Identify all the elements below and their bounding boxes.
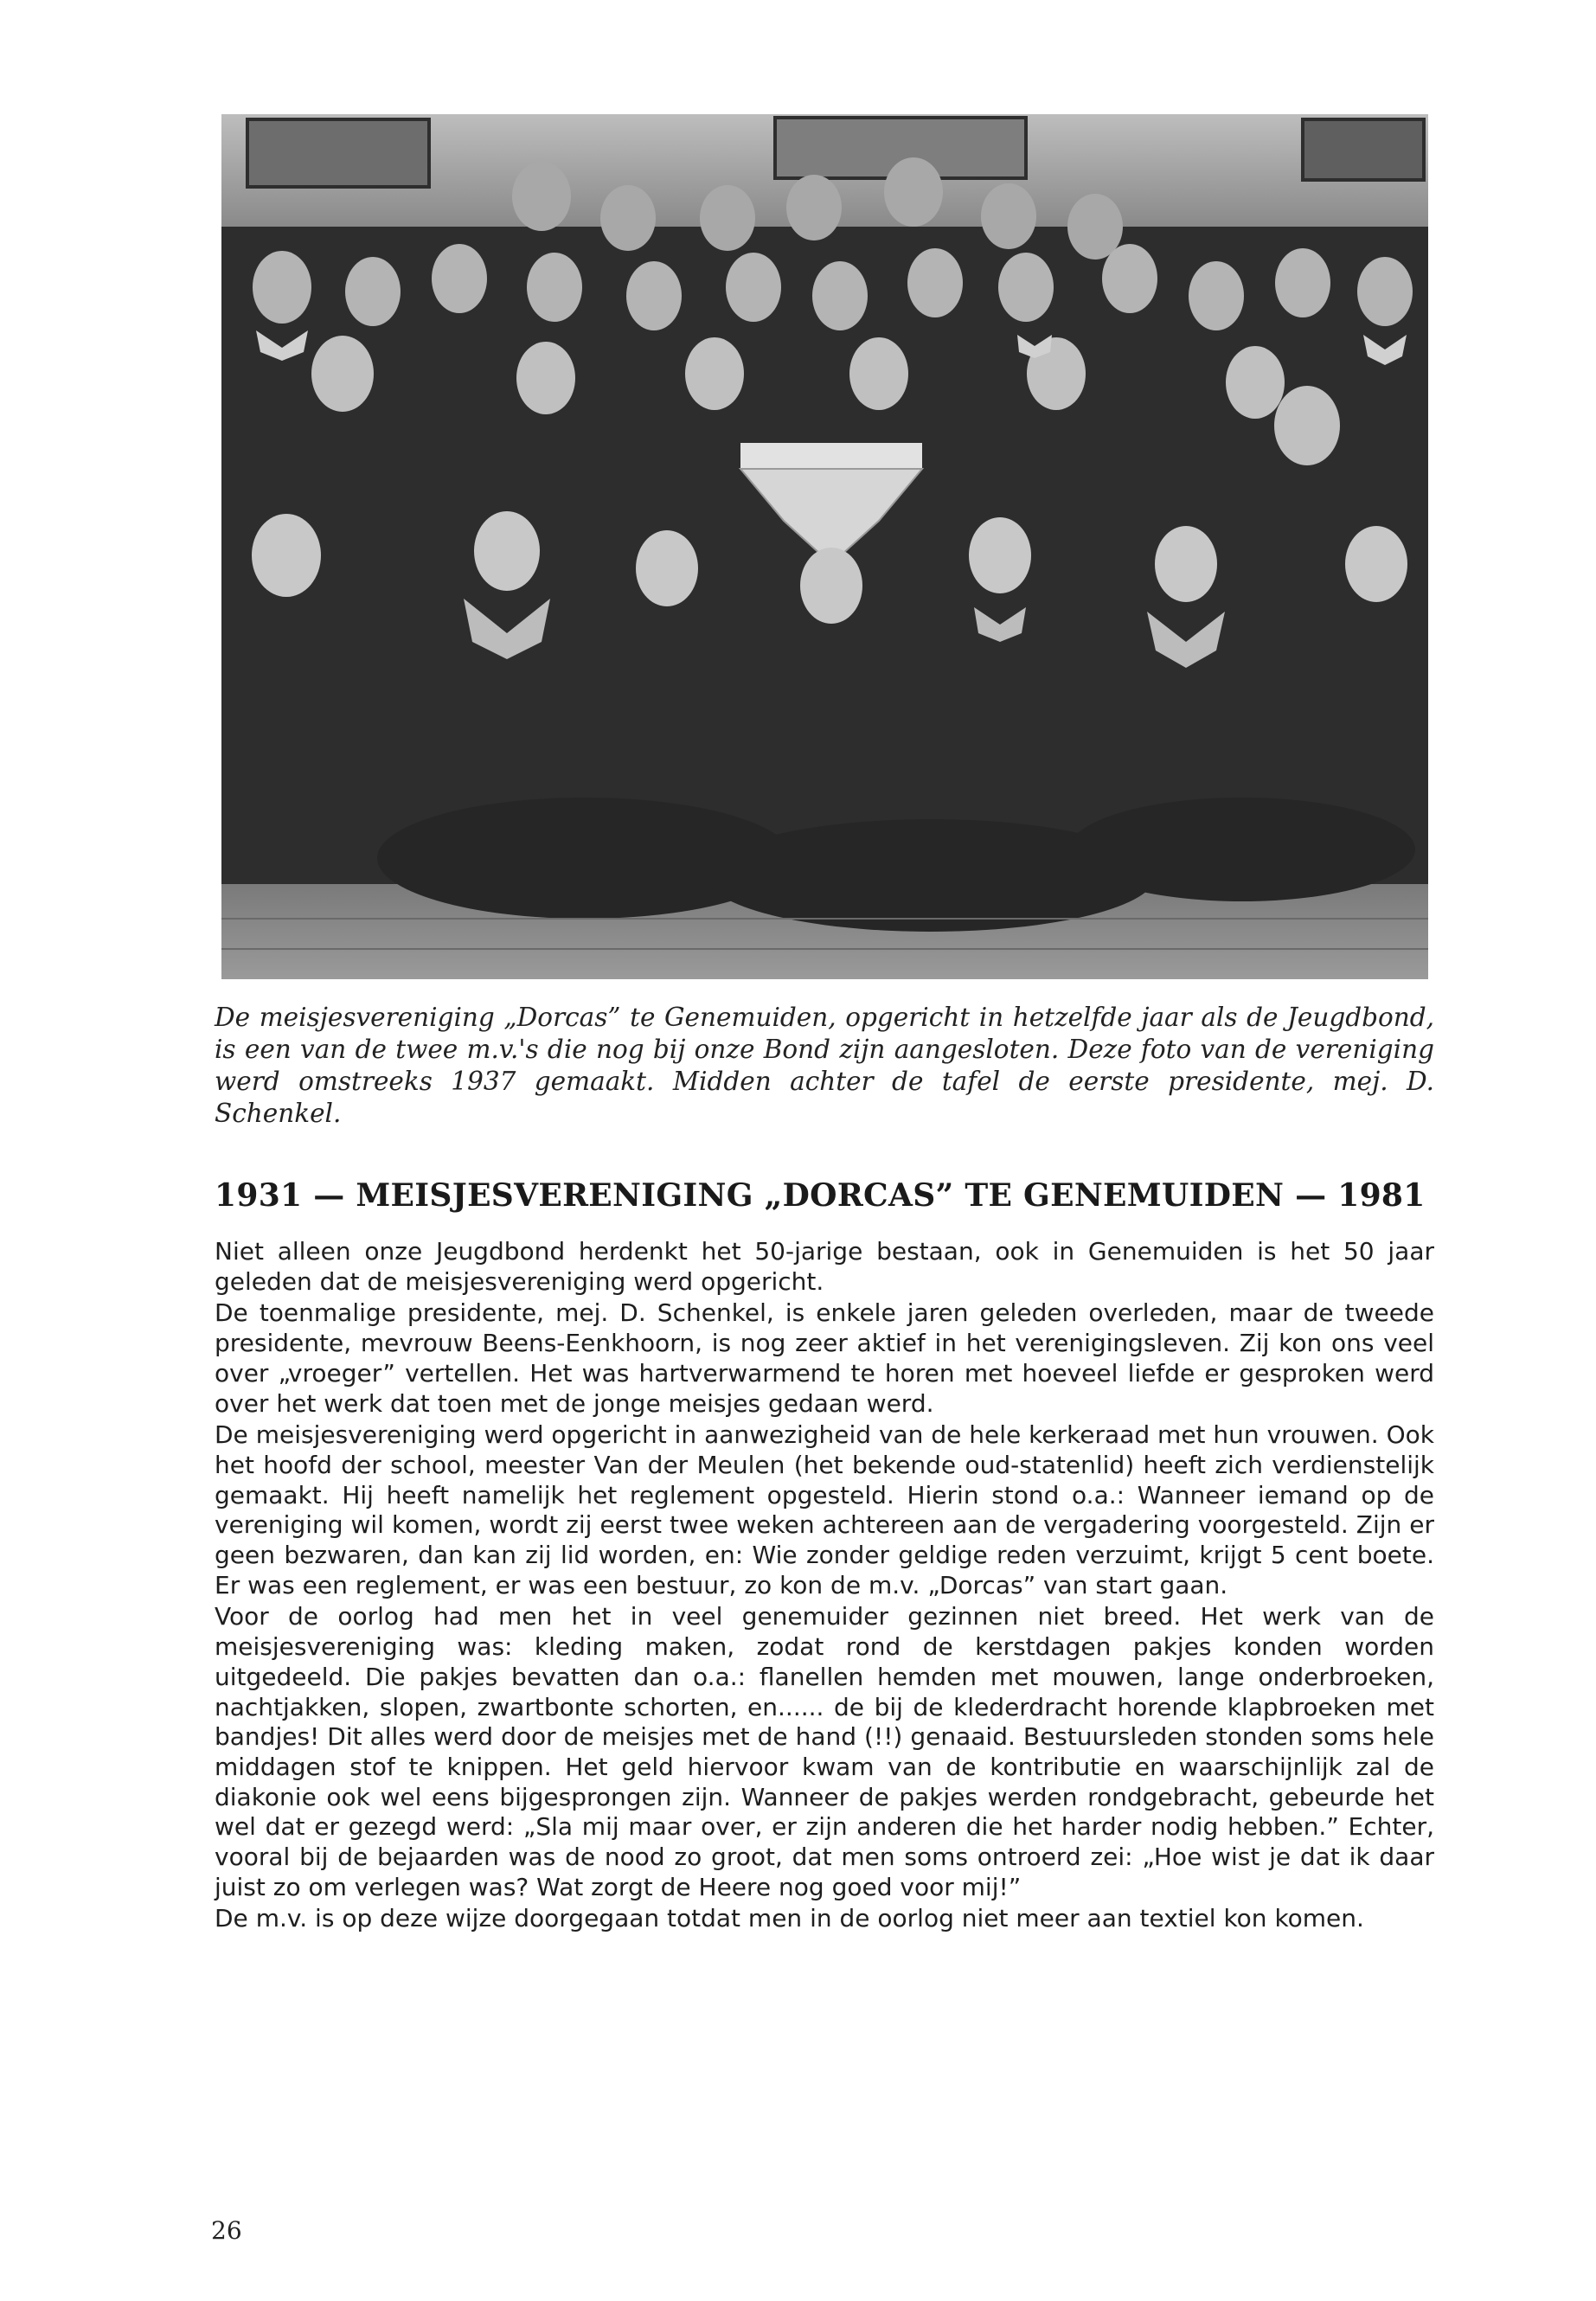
heading-year-start: 1931 [215, 1177, 303, 1214]
paragraph: De m.v. is op deze wijze doorgegaan totdat men in de oorlog niet meer aan textiel kon komen. [215, 1904, 1364, 1933]
table-top [740, 443, 922, 469]
article-body [215, 1237, 1434, 1936]
photo-caption: De meisjesvereniging „Dorcas” te Genemuiden, opgericht in hetzelfde jaar als de Jeugdbond, is een van de twee m.v.'s die nog bij onze Bond zijn aangesloten. Deze foto van de vereniging werd omstreeks 1937 gemaakt. Midden achter de tafel de eerste presidente, mej. D. Schenkel. [215, 1003, 1434, 1128]
group-photograph [221, 114, 1428, 979]
paragraph: De meisjesvereniging werd opgericht in aanwezigheid van de hele kerkeraad met hun vrouwen. Ook het hoofd der school, meester Van der Meulen (het bekende oud-statenlid) heeft zich verdienstelijk gemaakt. Hij heeft namelijk het reglement opgesteld. Hierin stond o.a.: Wanneer iemand op de vereniging wil komen, wordt zij eerst twee weken achtereen aan de vergadering voorgesteld. Zijn er geen bezwaren, dan kan zij lid worden, en: Wie zonder geldige reden verzuimt, krijgt 5 cent boete. Er was een reglement, er was een bestuur, zo kon de m.v. „Dorcas” van start gaan. [215, 1420, 1434, 1599]
heading-year-end: 1981 [1337, 1177, 1426, 1214]
heading-title: MEISJESVERENIGING „DORCAS” TE GENEMUIDEN [356, 1177, 1285, 1214]
wall-picture-right [1303, 119, 1424, 180]
page-number: 26 [211, 2216, 242, 2245]
heading-dash-right: — [1295, 1177, 1327, 1214]
heading-dash-left: — [313, 1177, 345, 1214]
article-heading [215, 1176, 1434, 1215]
paragraph: Niet alleen onze Jeugdbond herdenkt het 50-jarige bestaan, ook in Genemuiden is het 50 jaar geleden dat de meisjesvereniging werd opgericht. [215, 1237, 1434, 1296]
paragraph: Voor de oorlog had men het in veel genemuider gezinnen niet breed. Het werk van de meisjesvereniging was: kleding maken, zodat rond de kerstdagen pakjes konden worden uitgedeeld. Die pakjes bevatten dan o.a.: flanellen hemden met mouwen, lange onderbroeken, nachtjakken, slopen, zwartbonte schorten, en...... de bij de klederdracht horende klapbroeken met bandjes! Dit alles werd door de meisjes met de hand (!!) genaaid. Bestuursleden stonden soms hele middagen stof te knippen. Het geld hiervoor kwam van de kontributie en waarschijnlijk zal de diakonie ook wel eens bijgesprongen zijn. Wanneer de pakjes werden rondgebracht, gebeurde het wel dat er gezegd werd: „Sla mij maar over, er zijn anderen die het harder nodig hebben.” Echter, vooral bij de bejaarden was de nood zo groot, dat men soms ontroerd zei: „Hoe wist je dat ik daar juist zo om verlegen was? Wat zorgt de Heere nog goed voor mij!” [215, 1602, 1434, 1901]
wall-picture-left [247, 119, 429, 187]
paragraph: De toenmalige presidente, mej. D. Schenkel, is enkele jaren geleden overleden, maar de tweede presidente, mevrouw Beens-Eenkhoorn, is nog zeer aktief in het verenigingsleven. Zij kon ons veel over „vroeger” vertellen. Het was hartverwarmend te horen met hoeveel liefde er gesproken werd over het werk dat toen met de jonge meisjes gedaan werd. [215, 1298, 1434, 1418]
photo-illustration [221, 114, 1428, 979]
